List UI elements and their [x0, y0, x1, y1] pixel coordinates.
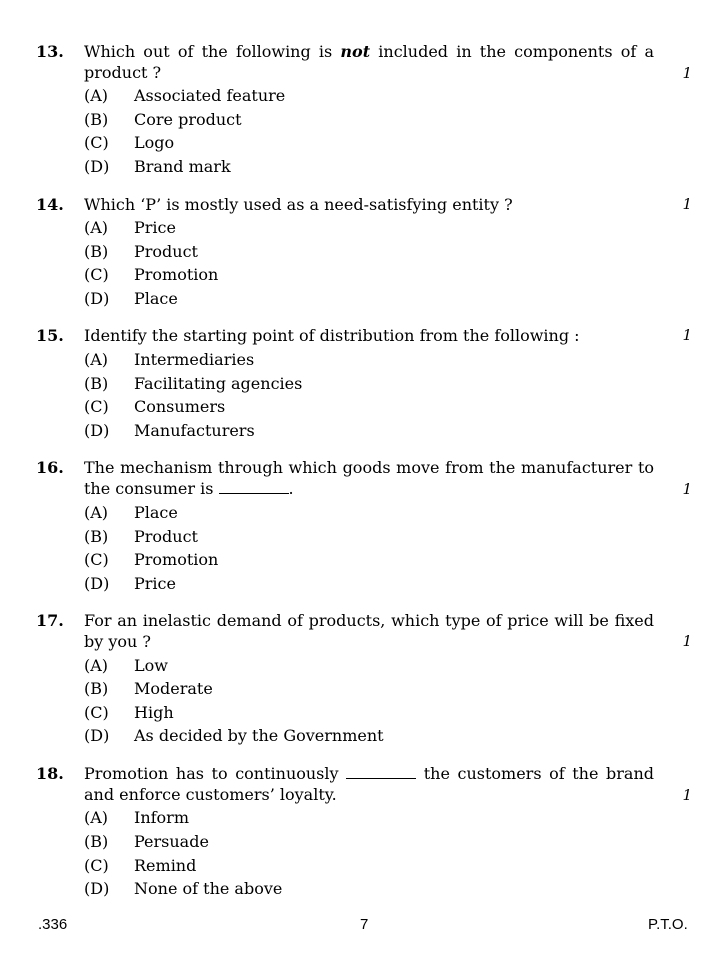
option-text: Core product — [134, 110, 242, 129]
option-text: Associated feature — [134, 86, 286, 105]
page-number: 7 — [360, 916, 369, 933]
option-label: (B) — [84, 242, 109, 261]
option-label: (D) — [84, 157, 110, 176]
question-text-part: the customers of the brand and enforce customers’ loyalty. — [84, 764, 655, 804]
option-label: (C) — [84, 703, 109, 722]
option-text: Brand mark — [134, 157, 231, 176]
option-text: Manufacturers — [134, 421, 255, 440]
option-label: (C) — [84, 265, 109, 284]
question-text-part: Promotion has to continuously — [84, 764, 347, 783]
option-label: (C) — [84, 397, 109, 416]
question-text: Which ‘P’ is mostly used as a need-satisfying entity ? — [84, 195, 513, 214]
option-label: (C) — [84, 856, 109, 875]
question-number: 14. — [36, 195, 64, 214]
option-text: Promotion — [134, 265, 219, 284]
page-footer — [0, 916, 727, 940]
question-number: 15. — [36, 326, 64, 345]
option-text: Persuade — [134, 832, 209, 851]
fill-in-blank — [346, 764, 416, 779]
fill-in-blank — [219, 479, 289, 494]
option-label: (A) — [84, 86, 109, 105]
option-text: Consumers — [134, 397, 226, 416]
option-text: As decided by the Government — [134, 726, 384, 745]
option-text: Intermediaries — [134, 350, 255, 369]
paper-code: .336 — [38, 916, 68, 933]
question-text: Identify the starting point of distribution from the following : — [84, 326, 580, 345]
option-label: (D) — [84, 574, 110, 593]
option-text: Place — [134, 503, 178, 522]
question-text — [84, 763, 654, 805]
marks: 1 — [682, 326, 692, 344]
option-text: Product — [134, 527, 198, 546]
please-turn-over: P.T.O. — [648, 916, 688, 933]
option-text: High — [134, 703, 174, 722]
option-text: Product — [134, 242, 198, 261]
option-label: (C) — [84, 133, 109, 152]
question-text-part: . — [288, 479, 294, 498]
option-label: (B) — [84, 527, 109, 546]
option-label: (B) — [84, 374, 109, 393]
option-label: (C) — [84, 550, 109, 569]
question-number: 17. — [36, 611, 64, 630]
option-label: (A) — [84, 350, 109, 369]
option-text: Place — [134, 289, 178, 308]
marks: 1 — [682, 632, 692, 650]
option-label: (B) — [84, 679, 109, 698]
option-text: Price — [134, 574, 176, 593]
option-label: (B) — [84, 110, 109, 129]
option-text: Price — [134, 218, 176, 237]
question-text-part: The mechanism through which goods move from the manufacturer to the consumer is — [84, 458, 654, 498]
option-text: Remind — [134, 856, 197, 875]
option-text: Facilitating agencies — [134, 374, 303, 393]
option-text: Low — [134, 656, 168, 675]
marks: 1 — [682, 480, 692, 498]
option-label: (D) — [84, 421, 110, 440]
option-text: Inform — [134, 808, 189, 827]
option-text: None of the above — [134, 879, 283, 898]
option-label: (D) — [84, 879, 110, 898]
option-label: (A) — [84, 218, 109, 237]
option-text: Promotion — [134, 550, 219, 569]
option-label: (A) — [84, 503, 109, 522]
question-text — [84, 457, 654, 499]
option-label: (D) — [84, 289, 110, 308]
option-label: (A) — [84, 808, 109, 827]
option-label: (A) — [84, 656, 109, 675]
question-text-part: Which out of the following is — [84, 42, 341, 61]
question-number: 13. — [36, 42, 64, 61]
question-text: For an inelastic demand of products, which type of price will be fixed by you ? — [84, 611, 654, 651]
question-number: 16. — [36, 458, 64, 477]
question-text — [84, 41, 654, 83]
option-text: Logo — [134, 133, 175, 152]
option-text: Moderate — [134, 679, 213, 698]
marks: 1 — [682, 786, 692, 804]
question-number: 18. — [36, 764, 64, 783]
option-label: (D) — [84, 726, 110, 745]
marks: 1 — [682, 64, 692, 82]
option-label: (B) — [84, 832, 109, 851]
marks: 1 — [682, 195, 692, 213]
question-text-part: included in the components of a product ? — [84, 42, 654, 82]
emphasis-text: not — [340, 42, 371, 61]
